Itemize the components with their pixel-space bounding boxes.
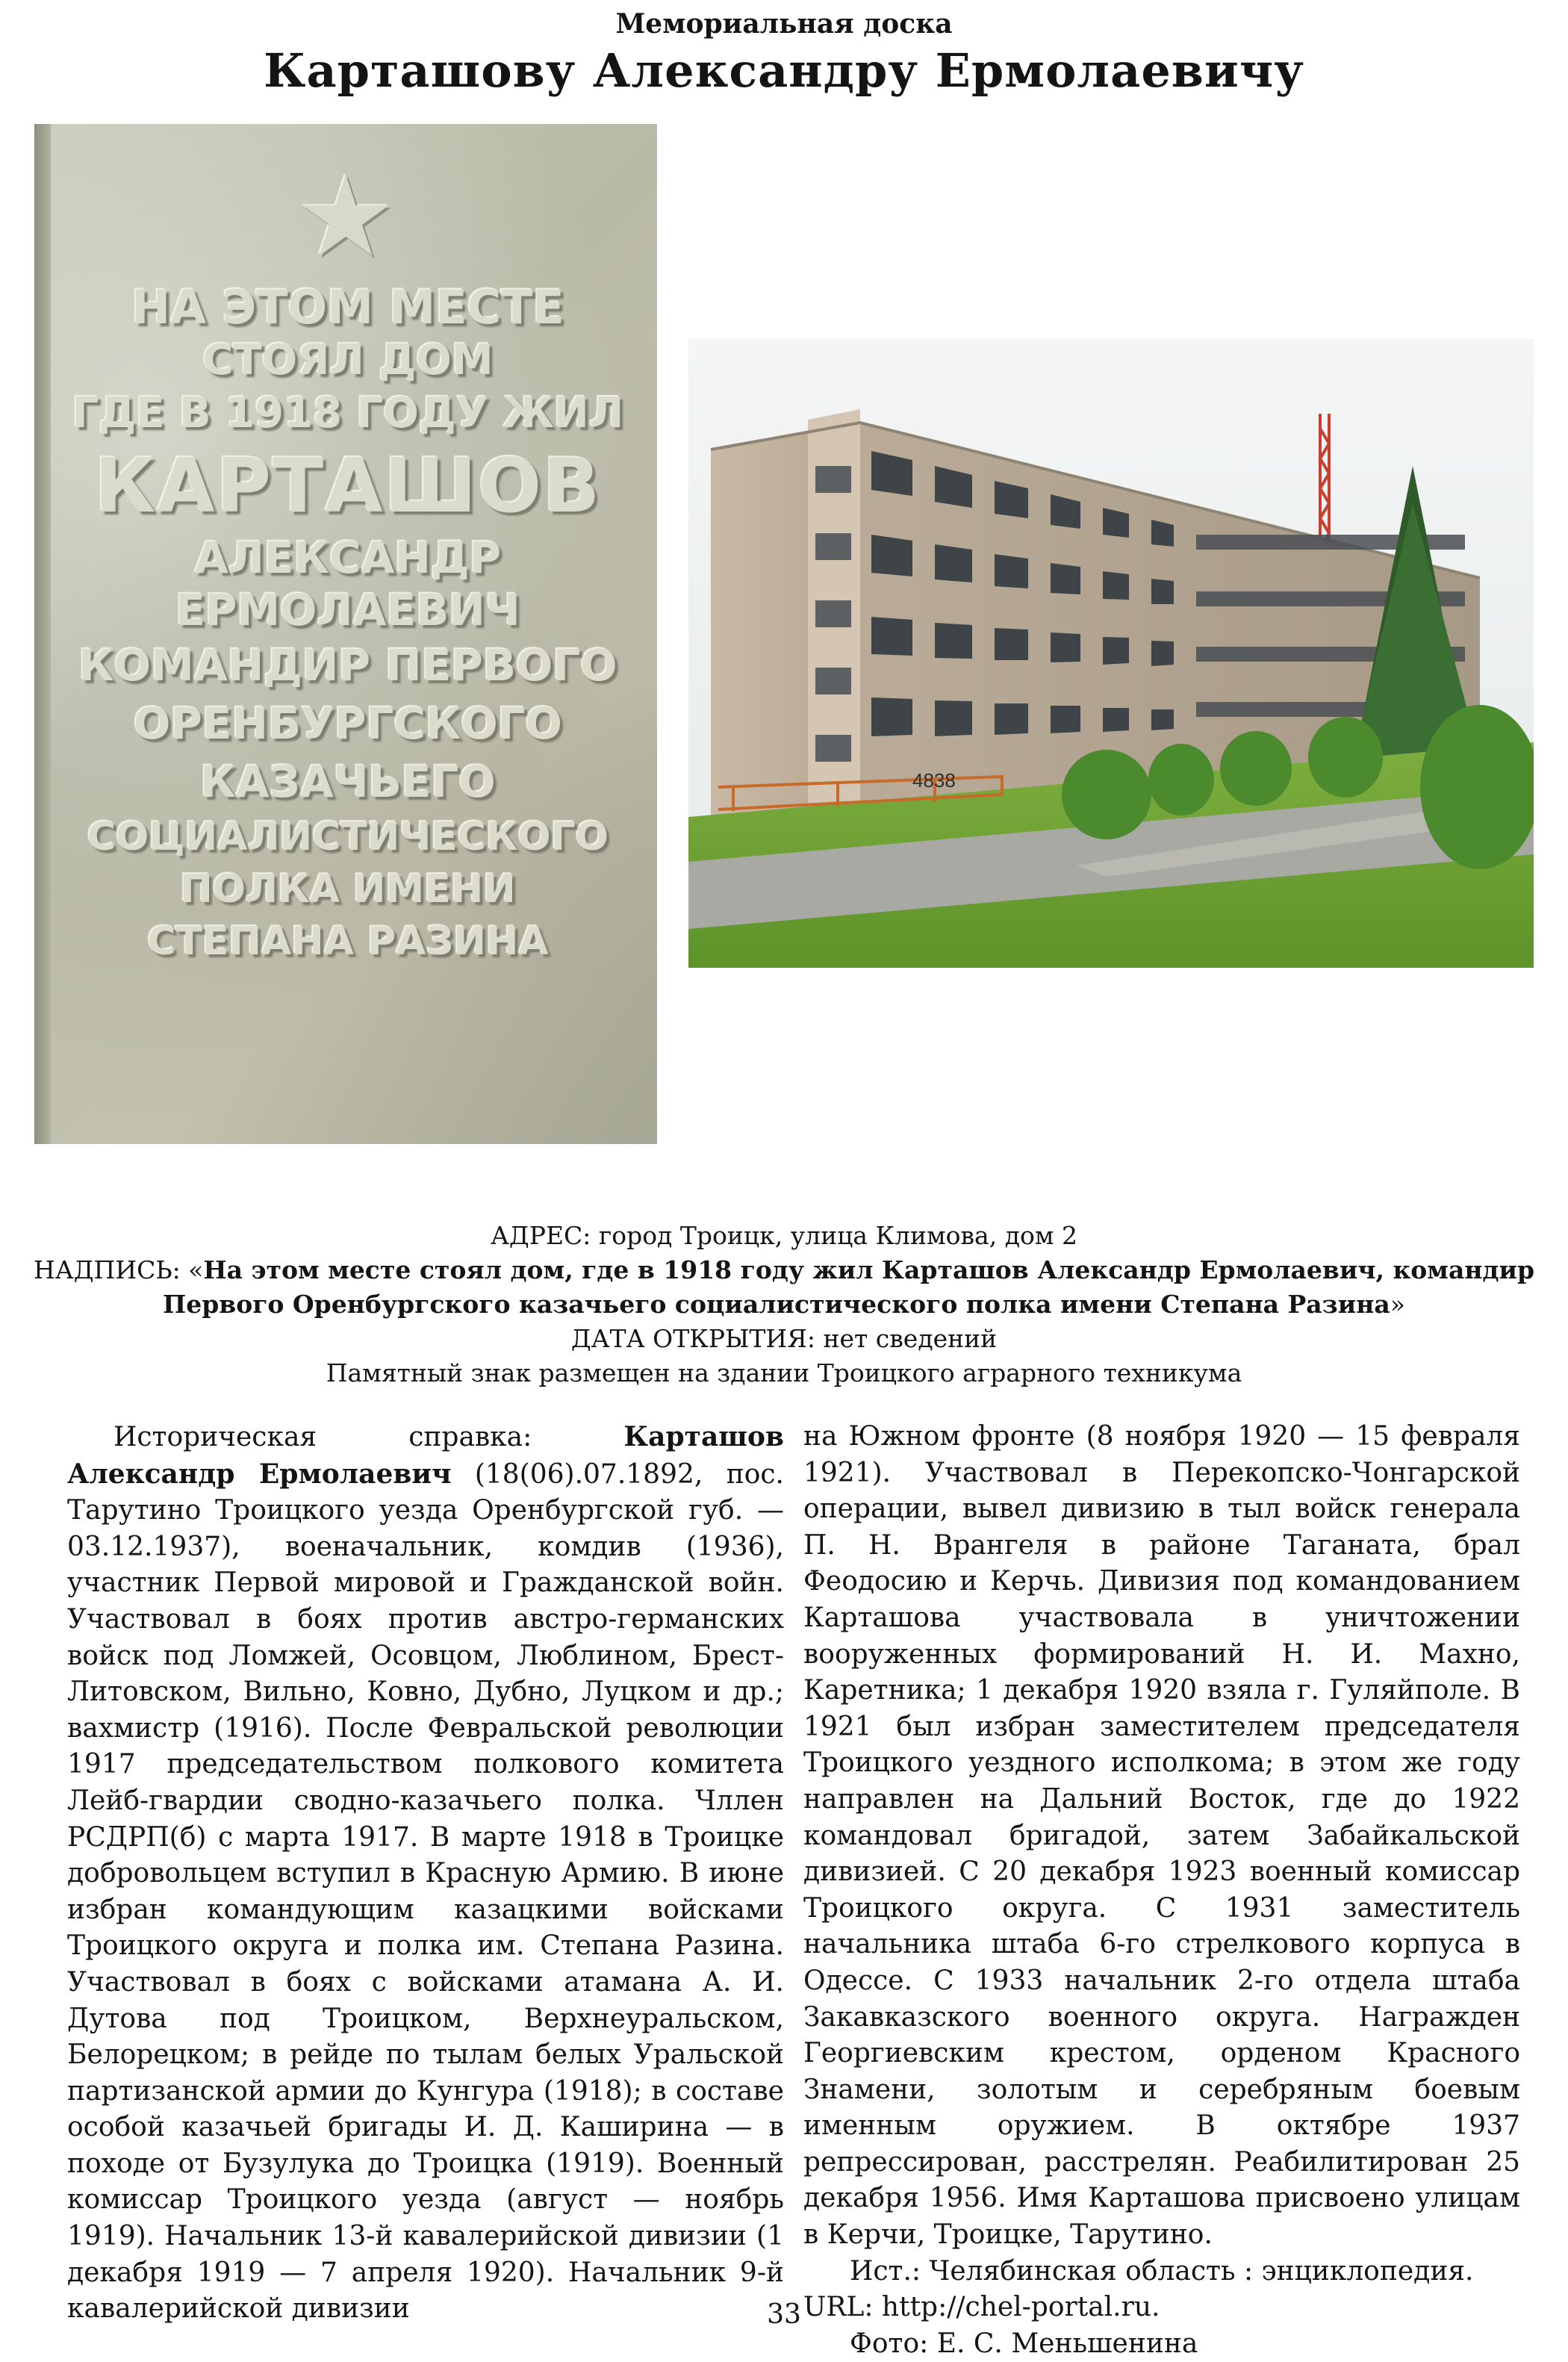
plaque-line: СТЕПАНА РАЗИНА: [147, 919, 549, 964]
biography-right-column: [803, 1419, 1520, 2362]
plaque-photo: [34, 124, 657, 1144]
building-graffiti: 4838: [912, 769, 956, 792]
person-name: Карташов Александр Ермолаевич: [67, 1421, 784, 1490]
plaque-line: СТОЯЛ ДОМ: [202, 336, 494, 385]
plaque-line: НА ЭТОМ МЕСТЕ: [131, 280, 564, 335]
source-reference: Ист.: Челябинская область : энциклопедия. URL: http://chel-portal.ru.: [803, 2255, 1474, 2323]
biography-left-column: [67, 1419, 784, 2328]
building-photo: [688, 339, 1534, 968]
inscription-line: НАДПИСЬ: «На этом месте стоял дом, где в 1918 году жил Карташов Александр Ермолаевич, командир Первого Оренбургского казачьего социалистического полка имени Степана Разина»: [33, 1255, 1535, 1319]
address-line: АДРЕС: город Троицк, улица Климова, дом 2: [490, 1221, 1078, 1250]
page-number: 33: [767, 2299, 801, 2330]
plaque-line: КАЗАЧЬЕГО: [200, 756, 496, 807]
building-illustration: [688, 339, 1534, 968]
location-note: Памятный знак размещен на здании Троицкого аграрного техникума: [326, 1358, 1242, 1387]
plaque-line: КАРТАШОВ: [94, 442, 602, 529]
monument-caption: [30, 1219, 1538, 1390]
opening-date-line: ДАТА ОТКРЫТИЯ: нет сведений: [570, 1324, 998, 1353]
plaque-edge: [34, 124, 51, 1144]
plaque-line: СОЦИАЛИСТИЧЕСКОГО: [87, 815, 609, 860]
plaque-line: АЛЕКСАНДР: [194, 532, 502, 583]
plaque-line: ЕРМОЛАЕВИЧ: [175, 585, 520, 635]
plaque-line: ПОЛКА ИМЕНИ: [180, 867, 516, 912]
biography-continuation: на Южном фронте (8 ноября 1920 — 15 февраля 1921). Участвовал в Перекопско-Чонгарской операции, вывел дивизию в тыл войск генерала П. Н. Врангеля в районе Таганата, брал Феодосию и Керчь. Дивизия под командованием Карташова участвовала в уничтожении вооруженных формирований Н. И. Махно, Каретника; 1 декабря 1920 взяла г. Гуляйполе. В 1921 был избран заместителем председателя Троицкого уездного исполкома; в этом же году направлен на Дальний Восток, где до 1922 командовал бригадой, затем Забайкальской дивизией. С 20 декабря 1923 военный комиссар Троицкого округа. С 1931 заместитель начальника штаба 6-го стрелкового корпуса в Одессе. С 1933 начальник 2-го отдела штаба Закавказского военного округа. Награжден Георгиевским крестом, орденом Красного Знамени, золотым и серебряным боевым именным оружием. В октябре 1937 репрессирован, расстрелян. Реабилитирован 25 декабря 1956. Имя Карташова присвоено улицам в Керчи, Троицке, Тарутино.: [803, 1421, 1520, 2251]
photo-credit: Фото: Е. С. Меньшенина: [850, 2328, 1198, 2359]
plaque-line: КОМАНДИР ПЕРВОГО: [78, 640, 617, 691]
page-title: Карташову Александру Ермолаевичу: [264, 43, 1304, 98]
inscription-text: На этом месте стоял дом, где в 1918 году жил Карташов Александр Ермолаевич, командир Первого Оренбургского казачьего социалистического полка имени Степана Разина: [163, 1255, 1535, 1319]
plaque-line: ГДЕ В 1918 ГОДУ ЖИЛ: [72, 389, 624, 438]
star-icon: ★: [295, 152, 396, 282]
biography-paragraph: Историческая справка: Карташов Александр Ермолаевич (18(06).07.1892, пос. Тарутино Троицкого уезда Оренбургской губ. — 03.12.1937), военачальник, комдив (1936), участник Первой мировой и Гражданской войн. Участвовал в боях против австро-германских войск под Ломжей, Осовцом, Люблином, Брест-Литовском, Вильно, Ковно, Дубно, Луцком и др.; вахмистр (1916). После Февральской революции 1917 председательством полкового комитета Лейб-гвардии сводно-казачьего полка. Чллен РСДРП(б) с марта 1917. В марте 1918 в Троицке добровольцем вступил в Красную Армию. В июне избран командующим казацкими войсками Троицкого округа и полка им. Степана Разина. Участвовал в боях с войсками атамана А. И. Дутова под Троицком, Верхнеуральском, Белорецком; в рейде по тылам белых Уральской партизанской армии до Кунгура (1918); в составе особой казачьей бригады И. Д. Каширина — в походе от Бузулука до Троицка (1919). Военный комиссар Троицкого уезда (август — ноябрь 1919). Начальник 13-й кавалерийской дивизии (1 декабря 1919 — 7 апреля 1920). Начальник 9-й кавалерийской дивизии: [67, 1421, 784, 2325]
plaque-line: ОРЕНБУРГСКОГО: [134, 698, 562, 749]
plaque-inscription: [64, 281, 632, 968]
page-subtitle: Мемориальная доска: [615, 8, 953, 40]
